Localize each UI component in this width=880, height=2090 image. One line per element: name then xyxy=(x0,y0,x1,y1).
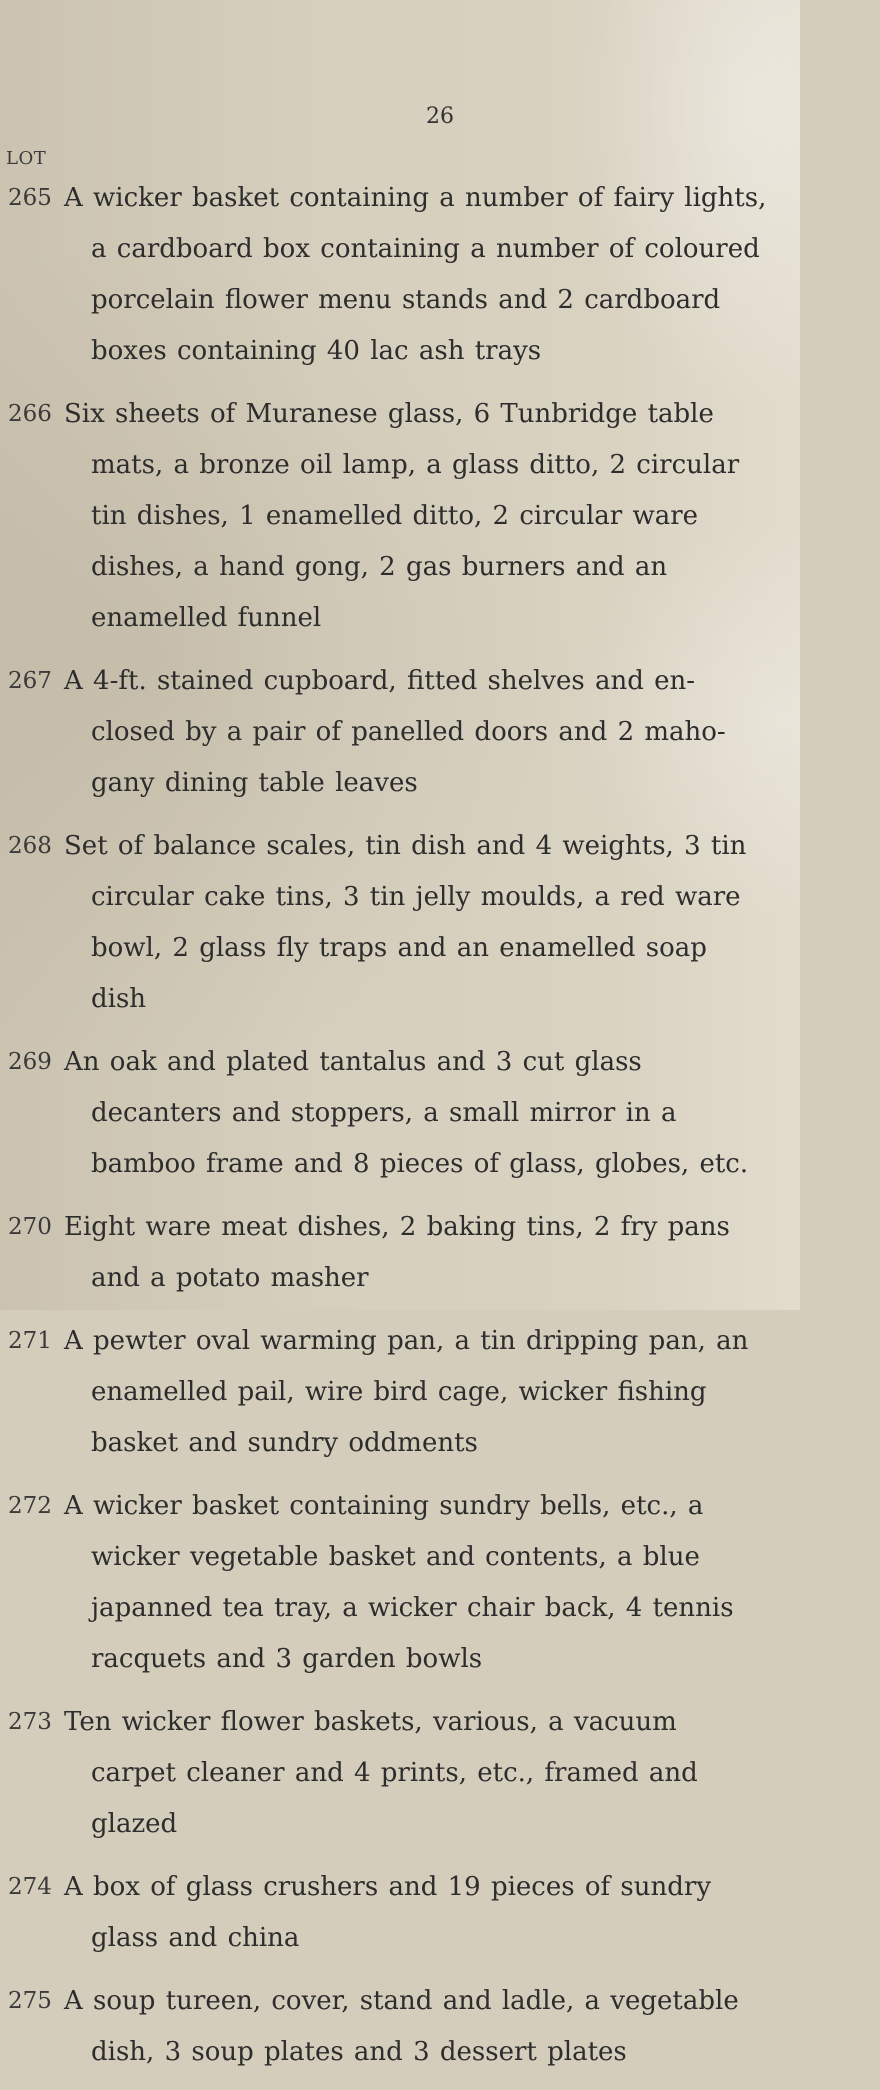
lot-description: A pewter oval warming pan, a tin dripping pan, an enamelled pail, wire bird cage, wicker fishing basket and sundry oddments xyxy=(64,1326,749,1458)
lot-number: 265 xyxy=(8,185,52,211)
page-number: 26 xyxy=(426,104,454,129)
lot-description: A soup tureen, cover, stand and ladle, a vegetable dish, 3 soup plates and 3 dessert plates xyxy=(64,1986,739,2067)
lot-description: Six sheets of Muranese glass, 6 Tunbridge table mats, a bronze oil lamp, a glass ditto, 2 circular tin dishes, 1 enamelled ditto, 2 circular ware dishes, a hand gong, 2 gas burners and an enamelled funnel xyxy=(64,399,740,633)
lot-entry xyxy=(0,821,800,1025)
lot-entry xyxy=(0,1202,800,1304)
lot-number: 269 xyxy=(8,1049,52,1075)
lot-entry xyxy=(0,1976,800,2078)
lot-description: A wicker basket containing sundry bells, etc., a wicker vegetable basket and contents, a blue japanned tea tray, a wicker chair back, 4 tennis racquets and 3 garden bowls xyxy=(64,1491,734,1674)
lot-number: 274 xyxy=(8,1874,52,1900)
lot-number: 271 xyxy=(8,1328,52,1354)
lot-number: 275 xyxy=(8,1988,52,2014)
lot-entry xyxy=(0,1316,800,1469)
lot-number: 268 xyxy=(8,833,52,859)
lot-entry xyxy=(0,1481,800,1685)
lot-number: 266 xyxy=(8,401,52,427)
lot-entry xyxy=(0,173,800,377)
lot-description: Eight ware meat dishes, 2 baking tins, 2 fry pans and a potato masher xyxy=(64,1212,730,1293)
lot-list xyxy=(0,173,800,2090)
lot-number: 270 xyxy=(8,1214,52,1240)
lot-entry xyxy=(0,656,800,809)
lot-entry xyxy=(0,1862,800,1964)
lot-description: A wicker basket containing a number of fairy lights, a cardboard box containing a number of coloured porcelain flower menu stands and 2 cardboard boxes containing 40 lac ash trays xyxy=(64,183,767,366)
lot-description: A box of glass crushers and 19 pieces of sundry glass and china xyxy=(64,1872,712,1953)
lot-entry xyxy=(0,1697,800,1850)
lot-description: Set of balance scales, tin dish and 4 weights, 3 tin circular cake tins, 3 tin jelly moulds, a red ware bowl, 2 glass fly traps and an enamelled soap dish xyxy=(64,831,747,1014)
lot-number: 267 xyxy=(8,668,52,694)
lot-entry xyxy=(0,1037,800,1190)
lot-description: An oak and plated tantalus and 3 cut glass decanters and stoppers, a small mirror in a bamboo frame and 8 pieces of glass, globes, etc. xyxy=(64,1047,749,1179)
lot-description: A 4-ft. stained cupboard, fitted shelves and en-closed by a pair of panelled doors and 2 maho-gany dining table leaves xyxy=(64,666,726,798)
lot-number: 273 xyxy=(8,1709,52,1735)
lot-number: 272 xyxy=(8,1493,52,1519)
lot-entry xyxy=(0,389,800,644)
lot-description: Ten wicker flower baskets, various, a vacuum carpet cleaner and 4 prints, etc., framed and glazed xyxy=(64,1707,698,1839)
lot-column-heading: LOT xyxy=(6,148,47,169)
